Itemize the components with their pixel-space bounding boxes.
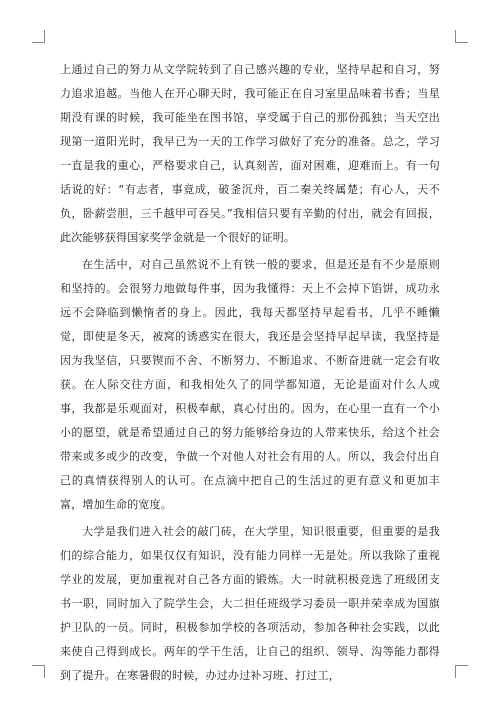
paragraph-study: 上通过自己的努力从文学院转到了自己感兴趣的专业，坚持早起和自习，努力追求追越。当他人在开心聊天时，我可能正在自习室里品味着书香；当星期没有课的时候，我可能坐在图书馆，享受属于自己的那份孤独；当天空出现第一道阳光时，我早已为一天的工作学习做好了充分的准备。总之，学习一直是我的重心，严格要求自己，认真刻苦，面对困难，迎难而上。有一句话说的好：“有志者，事竟成，破釜沉舟，百二秦关终属楚；有心人，天不负，卧薪尝胆，三千越甲可吞吴。”我相信只要有辛勤的付出，就会有回报，此次能够获得国家奖学金就是一个很好的证明。 <box>60 63 440 244</box>
corner-mark-top-right <box>455 30 468 43</box>
corner-mark-top-left <box>32 30 45 43</box>
document-body <box>60 58 440 691</box>
paragraph-life: 在生活中，对自己虽然说不上有铁一般的要求，但是还是有不少是原则和坚持的。会很努力地做每件事，因为我懂得：天上不会掉下馅饼，成功永远不会降临到懒惰者的身上。因此，我每天都坚持早起看书，几乎不睡懒觉，即使是冬天，被窝的诱惑实在很大，我还是会坚持早起早读，我坚持是因为我坚信，只要锲而不舍、不断努力、不断追求、不断奋进就一定会有收获。在人际交往方面，和我相处久了的同学都知道，无论是面对什么人或事，我都是乐观面对，积极奉献，真心付出的。因为，在心里一直有一个小小的愿望，就是希望通过自己的努力能够给身边的人带来快乐，给这个社会带来或多或少的改变，争做一个对他人对社会有用的人。所以，我会付出自己的真情获得别人的认可。在点滴中把自己的生活过的更有意义和更加丰富，增加生命的宽度。 <box>60 258 440 511</box>
corner-mark-bottom-left <box>32 665 45 678</box>
corner-mark-bottom-right <box>455 665 468 678</box>
paragraph-ability: 大学是我们进入社会的敲门砖，在大学里，知识很重要，但重要的是我们的综合能力，如果仅仅有知识，没有能力同样一无是处。所以我除了重视学业的发展，更加重视对自己各方面的锻炼。大一时就积极竞选了班级团支书一职，同时加入了院学生会，大二担任班级学习委员一职并荣幸成为国旗护卫队的一员。同时，积极参加学校的各项活动，参加各种社会实践，以此来使自己得到成长。两年的学干生活，让自己的组织、领导、沟等能力都得到了提升。在寒暑假的时候，办过办过补习班、打过工， <box>60 525 440 682</box>
